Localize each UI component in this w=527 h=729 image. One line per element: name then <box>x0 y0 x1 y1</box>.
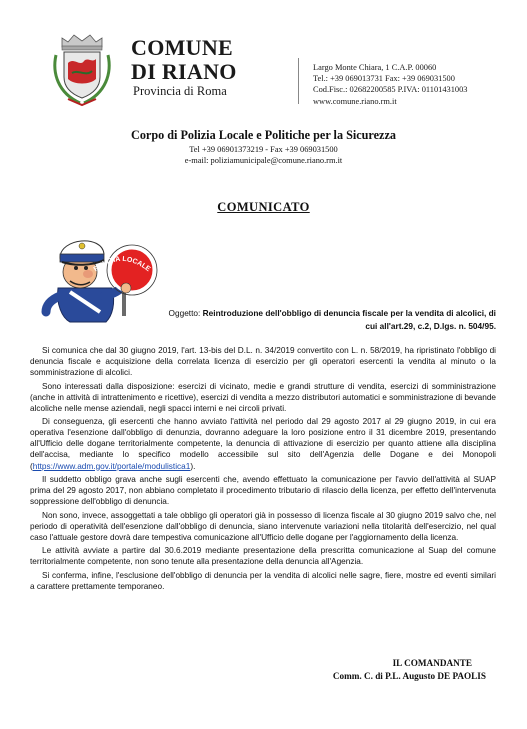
contact-address: Largo Monte Chiara, 1 C.A.P. 00060 <box>313 63 437 72</box>
modulistica-link[interactable]: https://www.adm.gov.it/portale/modulistica1 <box>32 461 191 471</box>
svg-text:POLIZIA LOCALE <box>93 256 152 273</box>
municipality-name <box>131 36 237 84</box>
body-paragraph <box>30 416 496 471</box>
department-email: e-mail: poliziamunicipale@comune.riano.rm.it <box>184 156 343 165</box>
header-divider <box>298 58 299 104</box>
body-paragraph: Sono interessati dalla disposizione: esercizi di vicinato, medie e grandi strutture di vendita, esercizi di somministrazione (anche in attività di intrattenimento e ricettive), esercizi di vendita a mezzo distributori automatici e somministrazione di bevande alcoliche nelle mense aziendali, negli spacci interni e nei circoli privati. <box>30 381 496 413</box>
body-paragraph: Non sono, invece, assoggettati a tale obbligo gli operatori già in possesso di licenza fiscale al 30 giugno 2019 salvo che, nel periodo di operatività dell'esenzione dall'obbligo di denuncia, siano intervenute variazioni nella titolarità dell'esercizio, nel qual caso l'attuale gestore dovrà dare tempestiva comunicazione all'Ufficio delle dogane per l'aggiornamento della licenza. <box>30 510 496 542</box>
municipality-contact <box>313 62 467 107</box>
department-contact <box>0 144 527 166</box>
signature-title: IL COMANDANTE <box>392 658 472 668</box>
document-title: COMUNICATO <box>217 200 310 214</box>
contact-phone-fax: Tel.: +39 069013731 Fax: +39 069031500 <box>313 74 455 84</box>
sign-label: POLIZIA LOCALE <box>92 255 152 274</box>
province-label: Provincia di Roma <box>133 84 227 98</box>
body-paragraph: Si comunica che dal 30 giugno 2019, l'art. 13-bis del D.L. n. 34/2019 convertito con L. n. 58/2019, ha ripristinato l'obbligo di denuncia fiscale e acquisizione della correlata licenza di esercizio per gli operatori esercenti la vendita al minuto o la somministrazione di alcolici. <box>30 346 496 378</box>
body-paragraph-text: Di conseguenza, gli esercenti che hanno avviato l'attività nel periodo dal 29 agosto 2017 al 29 giugno 2019, in cui era operativa l'esenzione dall'obbligo di denunzia, dovranno adeguare la loro posizione entro il 31 dicembre 2019, presentando all'Ufficio delle dogane territorialmente competente, la denuncia di attivazione di esercizio per quanto attiene alla disciplina dell'accisa, mediante lo specifico modello accessibile sul sito dell'Agenzia delle Dogane e dei Monopoli ( <box>30 417 496 471</box>
body-paragraph: Il suddetto obbligo grava anche sugli esercenti che, avendo effettuato la comunicazione per l'avvio dell'attività al SUAP prima del 29 agosto 2017, non abbiano completato il procedimento tributario di rilascio della licenza, per effetto dell'intervenuta soppressione dell'obbligo di denuncia. <box>30 474 496 507</box>
body-paragraph: Le attività avviate a partire dal 30.6.2019 mediante presentazione della prescritta comunicazione al Suap del comune territorialmente competente, non sono tenute alla presentazione della denuncia all'Agenzia. <box>30 546 496 567</box>
municipality-name-line2: DI RIANO <box>131 59 237 84</box>
contact-website: www.comune.riano.rm.it <box>313 96 397 106</box>
department-phone-fax: Tel +39 06901373219 - Fax +39 069031500 <box>189 145 338 154</box>
sign-text <box>86 249 158 277</box>
contact-tax-codes: Cod.Fisc.: 02682200585 P.IVA: 01101431003 <box>313 85 468 95</box>
subject-label: Oggetto: <box>168 308 203 318</box>
body-text <box>30 345 496 594</box>
body-paragraph: Si conferma, infine, l'esclusione dell'obbligo di denuncia per la vendita di alcolici nelle sagre, fiere, mostre ed eventi similari a carattere prettamente temporaneo. <box>30 570 496 591</box>
signature-block <box>270 657 486 684</box>
municipality-name-line1: COMUNE <box>131 35 234 60</box>
coat-of-arms-icon <box>50 33 114 107</box>
body-paragraph-end: ). <box>190 461 196 471</box>
department-name: Corpo di Polizia Locale e Politiche per la Sicurezza <box>131 128 396 142</box>
subject-line <box>158 307 496 333</box>
subject-text: Reintroduzione dell'obbligo di denuncia fiscale per la vendita di alcolici, di cui all'art.29, c.2, D.lgs. n. 504/95. <box>202 308 496 331</box>
signature-name: Comm. C. di P.L. Augusto DE PAOLIS <box>332 671 486 682</box>
